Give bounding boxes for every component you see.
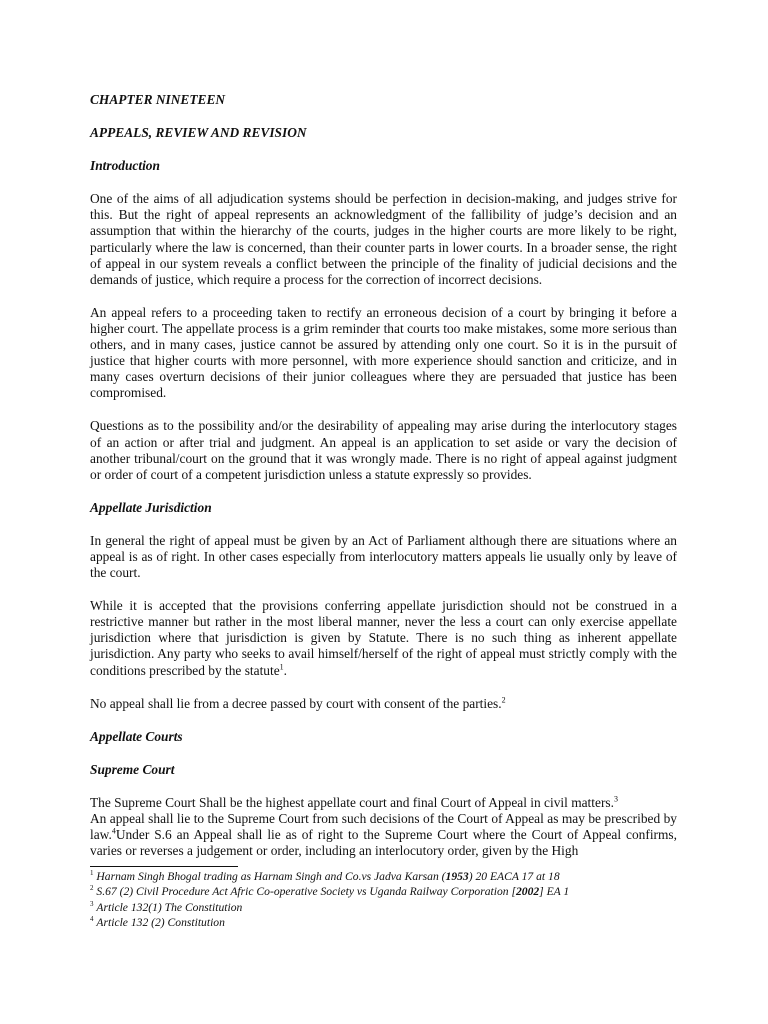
footnote-text: S.67 (2) Civil Procedure Act Afric Co-operative Society vs Uganda Railway Corporation [ [96, 885, 516, 899]
paragraph [90, 795, 677, 811]
paragraph-text: The Supreme Court Shall be the highest appellate court and final Court of Appeal in civil matters. [90, 794, 614, 810]
paragraph [90, 811, 677, 859]
paragraph: One of the aims of all adjudication systems should be perfection in decision-making, and judges strive for this. But the right of appeal represents an acknowledgment of the fallibility of judge’s decision and an assumption that within the hierarchy of the courts, judges in the higher courts are more likely to be right, particularly where the law is concerned, than their counter parts in lower courts. In a broader sense, the right of appeal in our system reveals a conflict between the principle of the finality of judicial decisions and the demands of justice, which require a process for the correction of incorrect decisions. [90, 191, 677, 287]
footnote [90, 884, 677, 899]
paragraph [90, 598, 677, 678]
paragraph: In general the right of appeal must be given by an Act of Parliament although there are situations where an appeal is as of right. In other cases especially from interlocutory matters appeals lie usually only by leave of the court. [90, 532, 677, 581]
paragraph: Questions as to the possibility and/or the desirability of appealing may arise during the interlocutory stages of an action or after trial and judgment. An appeal is an application to set aside or vary the decision of another tribunal/court on the ground that it was wrongly made. There is no right of appeal against judgment or order of court of a competent jurisdiction unless a statute expressly so provides. [90, 418, 677, 482]
paragraph-text: An appeal shall lie to the Supreme Court from such decisions of the Court of Appeal as may be prescribed by law. [90, 811, 677, 843]
footnote-number: 3 [90, 899, 94, 908]
paragraph-text: . [283, 662, 288, 678]
footnote-text: ) 20 EACA 17 at 18 [468, 870, 560, 883]
footnote-text: Article 132(1) The Constitution [96, 900, 243, 914]
footnote-text: Article 132 (2) Constitution [96, 916, 225, 930]
footnote-text: ] EA 1 [539, 885, 570, 899]
paragraph [90, 696, 677, 712]
section-heading-appellate-courts: Appellate Courts [90, 728, 183, 744]
paragraph-text: While it is accepted that the provisions conferring appellate jurisdiction should not be construed in a restrictive manner but rather in the most liberal manner, never the less a court can only exercise appellate jurisdiction where that jurisdiction is given by Statute. There is no such thing as inherent appellate jurisdiction. Any party who seeks to avail himself/herself of the right of appeal must strictly comply with the conditions prescribed by the statute [90, 598, 677, 678]
footnote [90, 869, 677, 884]
footnote-reference[interactable]: 4 [111, 826, 116, 836]
footnote-year: 1953 [445, 870, 469, 883]
footnote-divider [90, 866, 238, 867]
footnote [90, 900, 677, 915]
footnote-number: 2 [90, 884, 94, 893]
paragraph-text: Under S.6 an Appeal shall lie as of right to the Supreme Court where the Court of Appeal confirms, varies or reverses a judgement or order, including an interlocutory order, given by the High [90, 827, 677, 859]
chapter-title: APPEALS, REVIEW AND REVISION [90, 125, 307, 141]
paragraph-text: No appeal shall lie from a decree passed by court with consent of the parties. [90, 695, 502, 711]
section-heading-introduction: Introduction [90, 158, 160, 174]
document-page [90, 92, 677, 859]
footnote-reference[interactable]: 1 [279, 662, 284, 672]
footnote-number: 1 [90, 869, 94, 878]
footnote-number: 4 [90, 915, 94, 924]
subsection-heading-supreme-court: Supreme Court [90, 761, 175, 777]
footnotes [90, 866, 677, 931]
footnote-reference[interactable]: 3 [613, 794, 618, 804]
section-heading-appellate-jurisdiction: Appellate Jurisdiction [90, 499, 212, 515]
paragraph: An appeal refers to a proceeding taken to rectify an erroneous decision of a court by bringing it before a higher court. The appellate process is a grim reminder that courts too make mistakes, some more serious than others, and in many cases, justice cannot be assured by attending only one court. So it is in the pursuit of justice that higher courts with more personnel, with more experience should sanction and criticize, and in many cases overturn decisions of their junior colleagues where they are persuaded that justice has been compromised. [90, 304, 677, 401]
footnote-year: 2002 [515, 885, 540, 899]
footnote-reference[interactable]: 2 [501, 695, 506, 705]
footnote-text: Harnam Singh Bhogal trading as Harnam Singh and Co.vs Jadva Karsan ( [96, 870, 446, 883]
chapter-heading: CHAPTER NINETEEN [90, 92, 226, 107]
footnote [90, 915, 677, 930]
